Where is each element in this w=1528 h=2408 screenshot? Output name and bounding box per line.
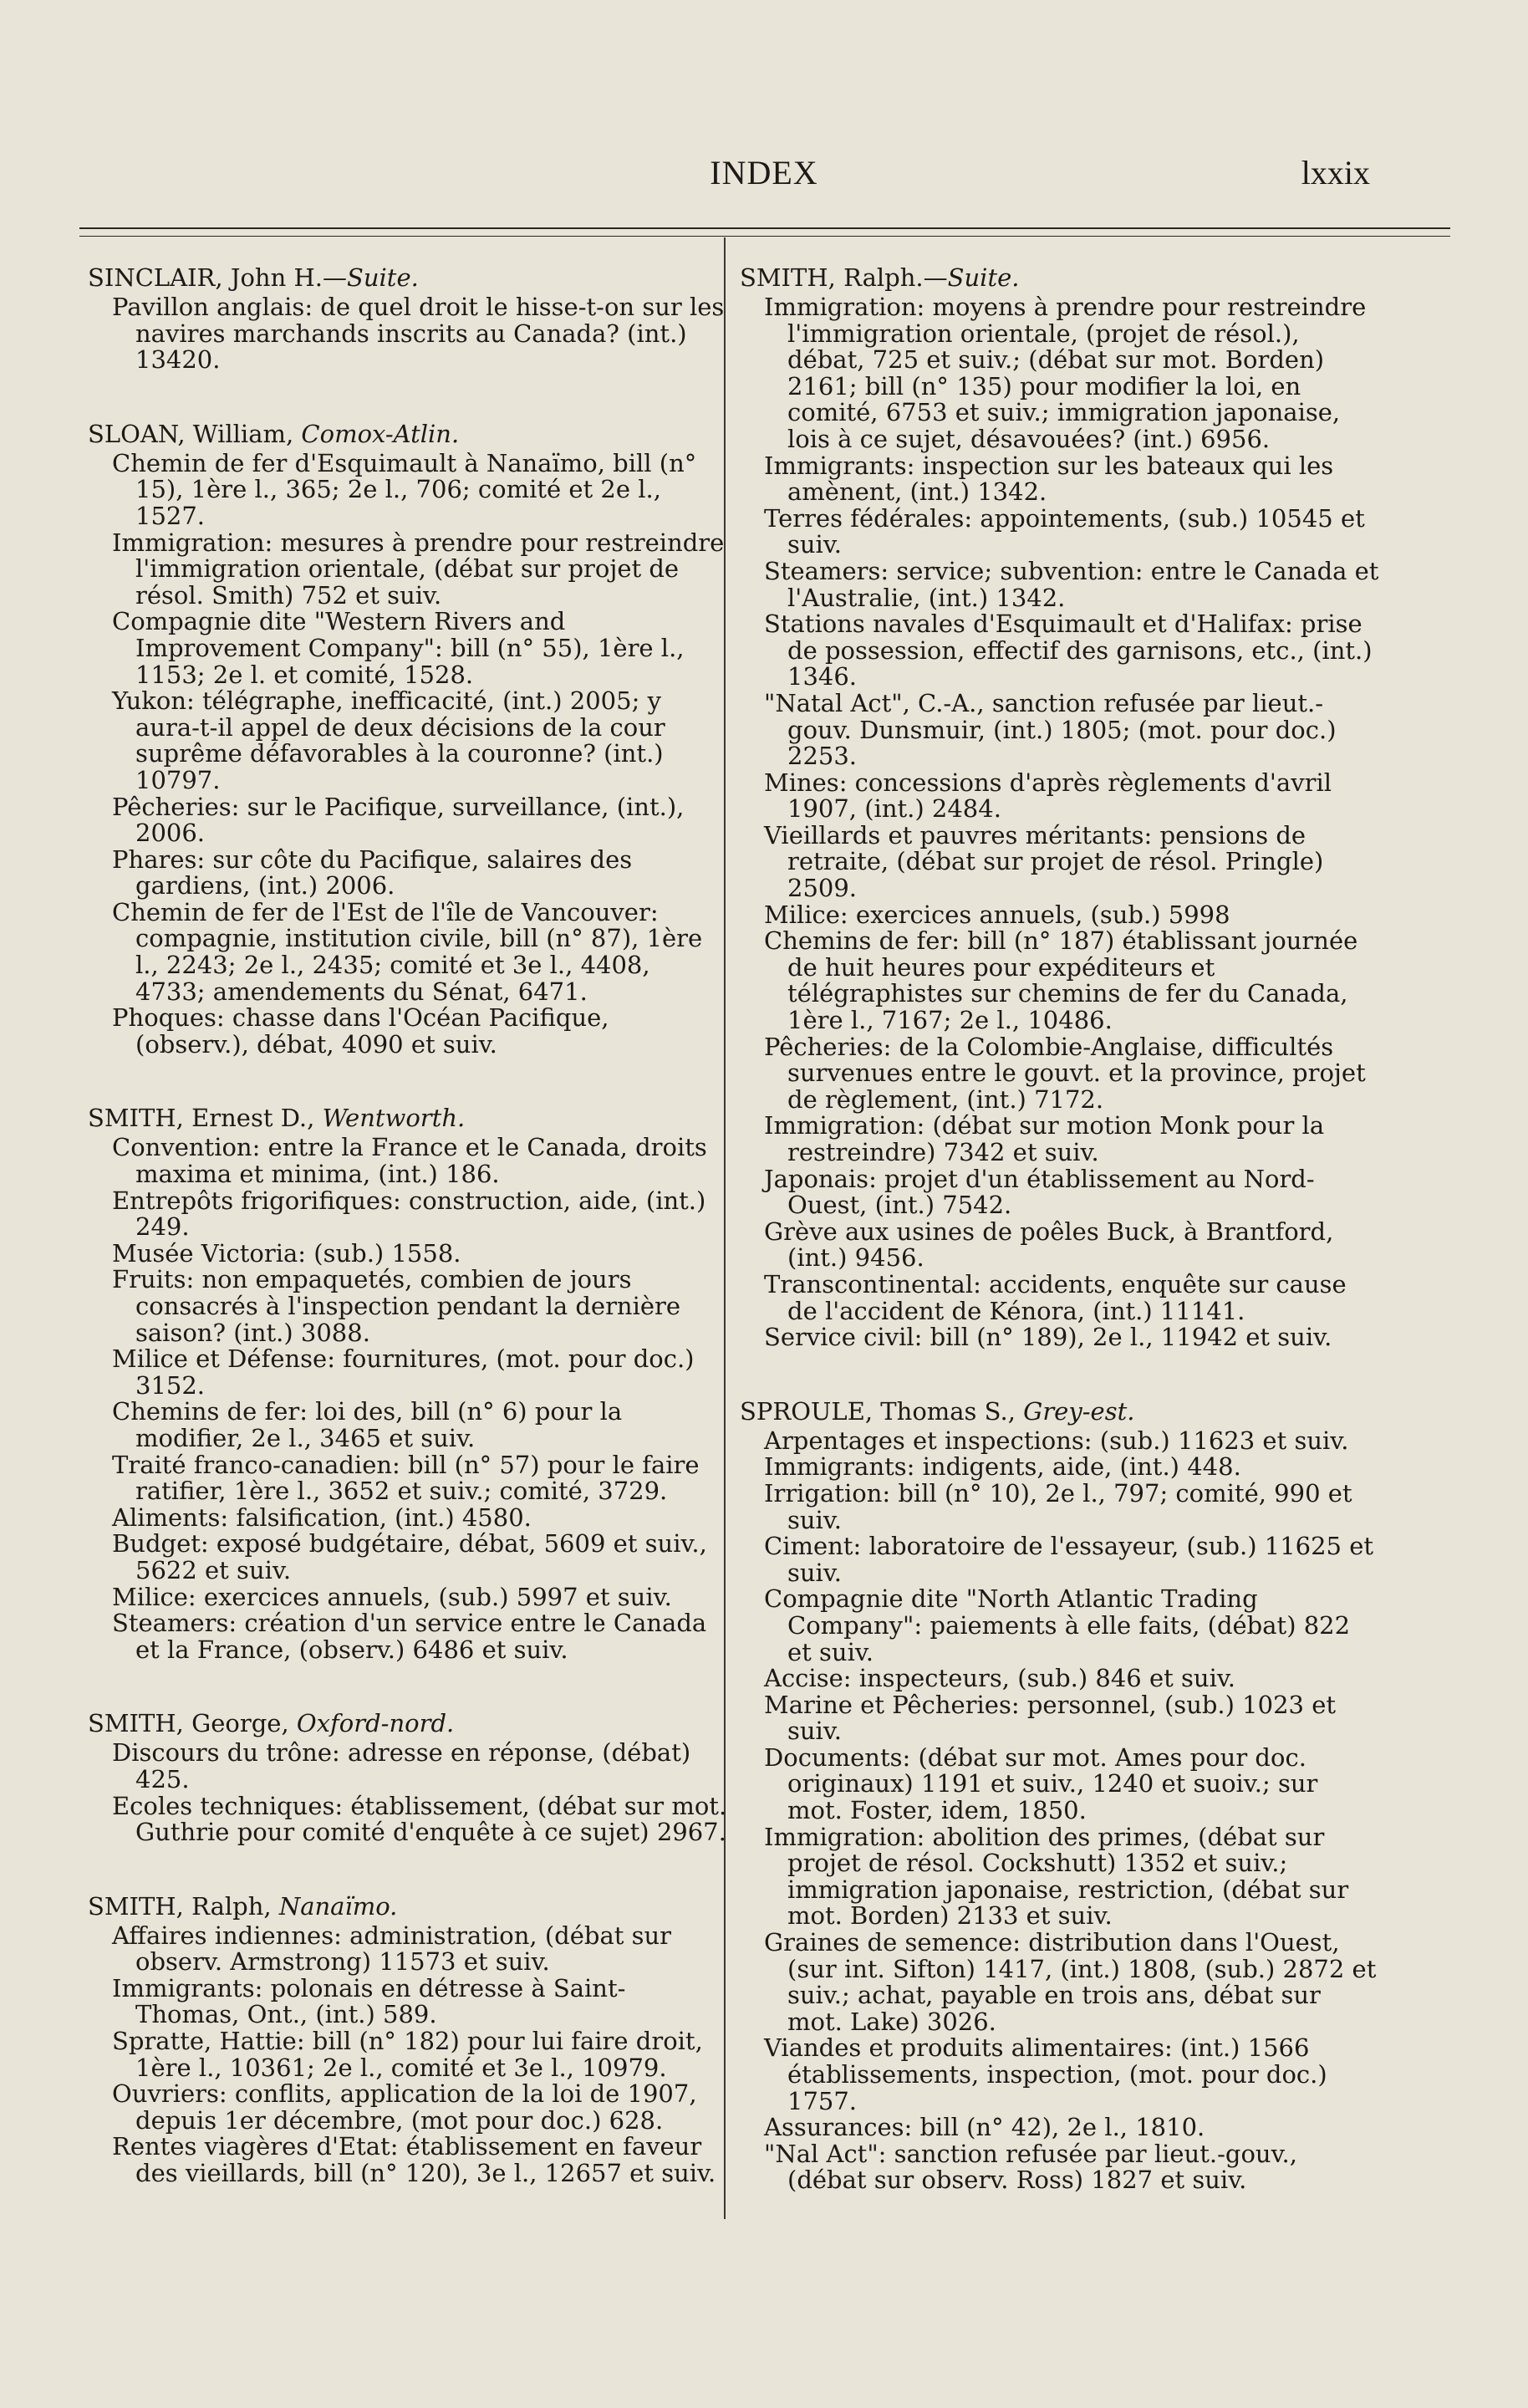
subject-entry: Accise: inspecteurs, (sub.) 846 et suiv.	[764, 1664, 1235, 1693]
subject-entry: Musée Victoria: (sub.) 1558.	[112, 1238, 461, 1268]
member-surname: SMITH, Ralph,	[88, 1891, 279, 1921]
subject-entry: Compagnie dite "North Atlantic Trading Company": paiements à elle faits, (débat) 822 et suiv.	[764, 1584, 1351, 1666]
member-riding: Oxford-nord.	[296, 1709, 455, 1738]
member-surname: SLOAN, William,	[88, 419, 302, 448]
member-riding: Suite.	[346, 263, 419, 292]
subject-entry: Immigration: moyens à prendre pour restreindre l'immigration orientale, (projet de résol.), débat, 725 et suiv.; (débat sur mot. Borden) 2161; bill (n° 135) pour modifier la loi, en comité, 6753 et suiv.; immigration japonaise, lois à ce sujet, désavouées? (int.) 6956.	[764, 293, 1367, 453]
left-column	[88, 264, 727, 2234]
subject-entry: Documents: (débat sur mot. Ames pour doc. originaux) 1191 et suiv., 1240 et suoiv.; sur mot. Foster, idem, 1850.	[764, 1742, 1318, 1825]
index-entry	[88, 264, 727, 374]
subject-entry: "Nal Act": sanction refusée par lieut.-gouv., (débat sur observ. Ross) 1827 et suiv.	[764, 2139, 1297, 2195]
subject-entry: Terres fédérales: appointements, (sub.) 10545 et suiv.	[764, 503, 1365, 559]
subject-entry: Aliments: falsification, (int.) 4580.	[112, 1502, 532, 1532]
member-name	[88, 1893, 727, 1921]
member-riding: Nanaïmo.	[278, 1891, 398, 1921]
subject-entry: Entrepôts frigorifiques: construction, aide, (int.) 249.	[112, 1186, 706, 1242]
subject-entry: Service civil: bill (n° 189), 2e l., 11942 et suiv.	[764, 1323, 1332, 1352]
subject-entry: Assurances: bill (n° 42), 2e l., 1810.	[764, 2113, 1205, 2142]
subject-entry: Pêcheries: sur le Pacifique, surveillance, (int.), 2006.	[112, 792, 685, 848]
subject-entry: Chemin de fer d'Esquimault à Nanaïmo, bill (n° 15), 1ère l., 365; 2e l., 706; comité et 2e l., 1527.	[112, 448, 697, 530]
subject-entry: Arpentages et inspections: (sub.) 11623 et suiv.	[764, 1426, 1349, 1455]
subject-entry: Fruits: non empaquetés, combien de jours consacrés à l'inspection pendant la dernière saison? (int.) 3088.	[112, 1265, 681, 1347]
subject-entry: "Natal Act", C.-A., sanction refusée par lieut.-gouv. Dunsmuir, (int.) 1805; (mot. pour doc.) 2253.	[764, 688, 1337, 771]
subject-entry: Chemin de fer de l'Est de l'île de Vancouver: compagnie, institution civile, bill (n° 87), 1ère l., 2243; 2e l., 2435; comité et 3e l., 4408, 4733; amendements du Sénat, 6471.	[112, 897, 703, 1006]
subject-entry: Immigration: abolition des primes, (débat sur projet de résol. Cockshutt) 1352 et suiv.; immigration japonaise, restriction, (débat sur mot. Borden) 2133 et suiv.	[764, 1822, 1349, 1931]
subject-entry: Immigrants: indigents, aide, (int.) 448.	[764, 1452, 1241, 1482]
index-entry	[740, 264, 1379, 1351]
member-riding: Comox-Atlin.	[301, 419, 460, 448]
subject-entry: Ecoles techniques: établissement, (débat sur mot. Guthrie pour comité d'enquête à ce sujet) 2967.	[112, 1791, 727, 1847]
subject-entry: Pêcheries: de la Colombie-Anglaise, difficultés survenues entre le gouvt. et la province, projet de règlement, (int.) 7172.	[764, 1032, 1366, 1114]
subject-entry: Vieillards et pauvres méritants: pensions de retraite, (débat sur projet de résol. Pringle) 2509.	[764, 820, 1324, 903]
index-entry	[88, 1105, 727, 1663]
index-entry	[88, 1893, 727, 2187]
subject-entry: Phoques: chasse dans l'Océan Pacifique, (observ.), débat, 4090 et suiv.	[112, 1003, 609, 1059]
subject-entry: Chemins de fer: loi des, bill (n° 6) pour la modifier, 2e l., 3465 et suiv.	[112, 1397, 623, 1452]
member-surname: SPROULE, Thomas S.,	[740, 1396, 1024, 1426]
subject-entry: Mines: concessions d'après règlements d'avril 1907, (int.) 2484.	[764, 768, 1332, 824]
subject-entry: Steamers: création d'un service entre le Canada et la France, (observ.) 6486 et suiv.	[112, 1609, 707, 1664]
subject-entry: Chemins de fer: bill (n° 187) établissant journée de huit heures pour expéditeurs et télégraphistes sur chemins de fer du Canada, 1ère l., 7167; 2e l., 10486.	[764, 926, 1358, 1035]
subject-entry: Budget: exposé budgétaire, débat, 5609 et suiv., 5622 et suiv.	[112, 1529, 707, 1584]
member-surname: SMITH, Ralph.—	[740, 263, 948, 292]
member-surname: SINCLAIR, John H.—	[88, 263, 347, 292]
subject-entry: Spratte, Hattie: bill (n° 182) pour lui faire droit, 1ère l., 10361; 2e l., comité et 3e l., 10979.	[112, 2027, 703, 2082]
right-column	[740, 264, 1379, 2241]
subject-entry: Viandes et produits alimentaires: (int.) 1566 établissements, inspection, (mot. pour doc.) 1757.	[764, 2033, 1327, 2115]
page-number: lxxix	[1301, 154, 1370, 191]
subject-entry: Discours du trône: adresse en réponse, (débat) 425.	[112, 1738, 691, 1793]
header-rule	[79, 227, 1450, 229]
subject-entry: Marine et Pêcheries: personnel, (sub.) 1023 et suiv.	[764, 1690, 1337, 1746]
subject-entry: Immigrants: inspection sur les bateaux qui les amènent, (int.) 1342.	[764, 451, 1334, 507]
member-name	[88, 421, 727, 448]
subject-entry: Irrigation: bill (n° 10), 2e l., 797; comité, 990 et suiv.	[764, 1478, 1352, 1534]
member-name	[740, 1398, 1379, 1426]
header-rule-thin	[79, 236, 1450, 237]
subject-entry: Milice: exercices annuels, (sub.) 5998	[764, 900, 1230, 929]
subject-entry: Ouvriers: conflits, application de la loi de 1907, depuis 1er décembre, (mot pour doc.) 628.	[112, 2079, 697, 2135]
subject-entry: Immigrants: polonais en détresse à Saint-Thomas, Ont., (int.) 589.	[112, 1973, 626, 2029]
index-entry	[88, 1710, 727, 1845]
subject-entry: Steamers: service; subvention: entre le Canada et l'Australie, (int.) 1342.	[764, 556, 1379, 612]
subject-entry: Affaires indiennes: administration, (débat sur observ. Armstrong) 11573 et suiv.	[112, 1921, 672, 1977]
subject-entry: Immigration: mesures à prendre pour restreindre l'immigration orientale, (débat sur projet de résol. Smith) 752 et suiv.	[112, 528, 725, 610]
member-surname: SMITH, Ernest D.,	[88, 1104, 323, 1133]
subject-entry: Transcontinental: accidents, enquête sur cause de l'accident de Kénora, (int.) 11141.	[764, 1269, 1347, 1325]
subject-entry: Traité franco-canadien: bill (n° 57) pour le faire ratifier, 1ère l., 3652 et suiv.; comité, 3729.	[112, 1450, 700, 1506]
subject-entry: Compagnie dite "Western Rivers and Improvement Company": bill (n° 55), 1ère l., 1153; 2e l. et comité, 1528.	[112, 607, 685, 689]
subject-entry: Grève aux usines de poêles Buck, à Brantford, (int.) 9456.	[764, 1217, 1334, 1273]
subject-entry: Phares: sur côte du Pacifique, salaires des gardiens, (int.) 2006.	[112, 844, 633, 900]
member-riding: Suite.	[947, 263, 1020, 292]
subject-entry: Convention: entre la France et le Canada, droits maxima et minima, (int.) 186.	[112, 1133, 707, 1189]
subject-entry: Rentes viagères d'Etat: établissement en faveur des vieillards, bill (n° 120), 3e l., 12657 et suiv.	[112, 2132, 716, 2188]
subject-entry: Yukon: télégraphe, inefficacité, (int.) 2005; y aura-t-il appel de deux décisions de la cour suprême défavorables à la couronne? (int.) 10797.	[112, 686, 665, 794]
subject-entry: Graines de semence: distribution dans l'Ouest, (sur int. Sifton) 1417, (int.) 1808, (sub.) 2872 et suiv.; achat, payable en trois ans, débat sur mot. Lake) 3026.	[764, 1928, 1377, 2036]
subject-entry: Ciment: laboratoire de l'essayeur, (sub.) 11625 et suiv.	[764, 1532, 1374, 1587]
member-name	[88, 1710, 727, 1737]
page-title: INDEX	[710, 154, 818, 191]
member-riding: Wentworth.	[322, 1104, 466, 1133]
subject-entry: Milice: exercices annuels, (sub.) 5997 et suiv.	[112, 1582, 672, 1611]
index-entry	[88, 421, 727, 1059]
member-name	[88, 1105, 727, 1132]
subject-entry: Immigration: (débat sur motion Monk pour la restreindre) 7342 et suiv.	[764, 1111, 1325, 1166]
member-surname: SMITH, George,	[88, 1709, 297, 1738]
subject-entry: Japonais: projet d'un établissement au Nord-Ouest, (int.) 7542.	[764, 1164, 1315, 1220]
subject-entry: Milice et Défense: fournitures, (mot. pour doc.) 3152.	[112, 1344, 695, 1400]
member-name	[740, 264, 1379, 292]
member-name	[88, 264, 727, 292]
subject-entry: Pavillon anglais: de quel droit le hisse-t-on sur les navires marchands inscrits au Canada? (int.) 13420.	[112, 293, 725, 375]
index-entry	[740, 1398, 1379, 2194]
subject-entry: Stations navales d'Esquimault et d'Halifax: prise de possession, effectif des garnisons, etc., (int.) 1346.	[764, 610, 1373, 691]
member-riding: Grey-est.	[1023, 1396, 1135, 1426]
